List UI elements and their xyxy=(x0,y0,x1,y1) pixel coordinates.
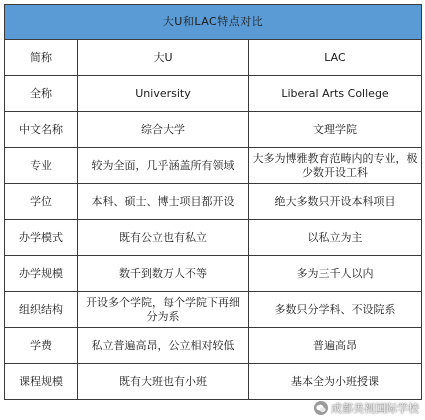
lac-cell: 多为三千人以内 xyxy=(249,256,422,292)
lac-cell: 基本全为小班授课 xyxy=(249,364,422,400)
university-cell: 既有公立也有私立 xyxy=(78,220,249,256)
comparison-table xyxy=(4,4,422,400)
row-label: 办学模式 xyxy=(5,220,78,256)
table-row xyxy=(5,112,422,148)
table-row xyxy=(5,148,422,184)
lac-cell: 绝大多数只开设本科项目 xyxy=(249,184,422,220)
row-label: 课程规模 xyxy=(5,364,78,400)
table-row xyxy=(5,364,422,400)
table-row xyxy=(5,220,422,256)
row-label: 中文名称 xyxy=(5,112,78,148)
university-cell: 既有大班也有小班 xyxy=(78,364,249,400)
row-label: 学费 xyxy=(5,328,78,364)
table-row xyxy=(5,256,422,292)
row-label: 组织结构 xyxy=(5,292,78,328)
row-label: 学位 xyxy=(5,184,78,220)
table-row xyxy=(5,40,422,76)
university-cell: 数千到数万人不等 xyxy=(78,256,249,292)
row-label: 全称 xyxy=(5,76,78,112)
table-title: 大U和LAC特点对比 xyxy=(5,5,422,40)
row-label: 办学规模 xyxy=(5,256,78,292)
university-cell: 综合大学 xyxy=(78,112,249,148)
lac-cell: 多数只分学科、不设院系 xyxy=(249,292,422,328)
row-label: 简称 xyxy=(5,40,78,76)
university-cell: 开设多个学院，每个学院下再细分为系 xyxy=(78,292,249,328)
table-row xyxy=(5,76,422,112)
lac-cell: 大多为博雅教育范畴内的专业，极少数开设工科 xyxy=(249,148,422,184)
lac-cell: LAC xyxy=(249,40,422,76)
university-cell: University xyxy=(78,76,249,112)
lac-cell: 以私立为主 xyxy=(249,220,422,256)
table-row xyxy=(5,292,422,328)
table-row xyxy=(5,328,422,364)
lac-cell: 普遍高昂 xyxy=(249,328,422,364)
university-cell: 本科、硕士、博士项目都开设 xyxy=(78,184,249,220)
comparison-table-container xyxy=(4,4,421,415)
table-title-row xyxy=(5,5,422,40)
watermark-text: 成都美视国际学校 xyxy=(331,402,419,415)
university-cell: 私立普遍高昂，公立相对较低 xyxy=(78,328,249,364)
university-cell: 大U xyxy=(78,40,249,76)
row-label: 专业 xyxy=(5,148,78,184)
lac-cell: Liberal Arts College xyxy=(249,76,422,112)
university-cell: 较为全面，几乎涵盖所有领域 xyxy=(78,148,249,184)
lac-cell: 文理学院 xyxy=(249,112,422,148)
table-row xyxy=(5,184,422,220)
